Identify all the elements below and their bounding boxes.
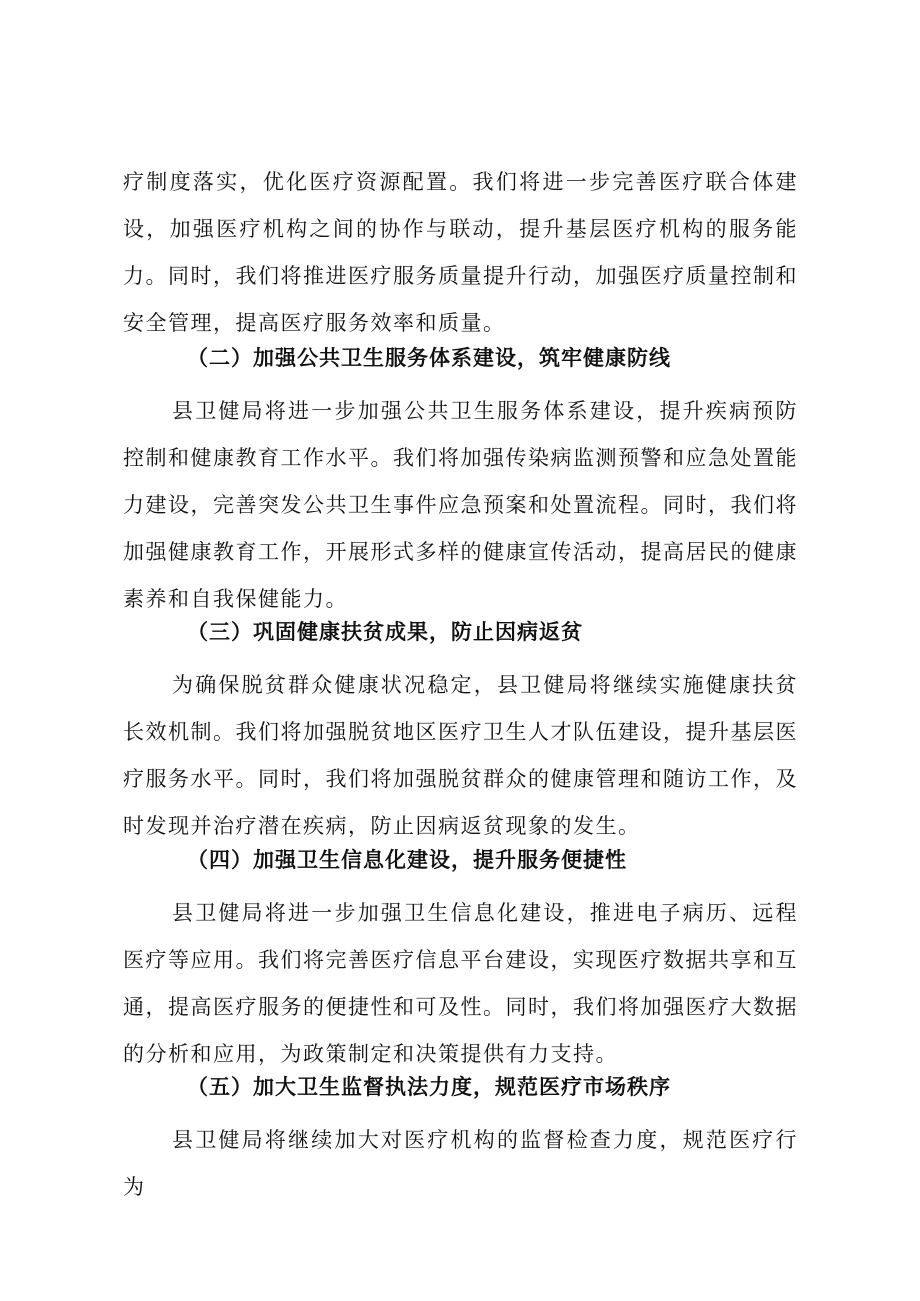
paragraph-4 [123, 890, 798, 1078]
section-heading-2: （二）加强公共卫生服务体系建设，筑牢健康防线 [187, 346, 671, 370]
section-heading-4: （四）加强卫生信息化建设，提升服务便捷性 [187, 848, 627, 872]
paragraph-1 [123, 159, 798, 347]
paragraph-3 [123, 662, 798, 850]
paragraph-text: 疗制度落实，优化医疗资源配置。我们将进一步完善医疗联合体建设，加强医疗机构之间的协作与联动，提升基层医疗机构的服务能力。同时，我们将推进医疗服务质量提升行动，加强医疗质量控制和安全管理，提高医疗服务效率和质量。 [123, 170, 798, 335]
paragraph-5 [123, 1117, 798, 1211]
section-heading-5: （五）加大卫生监督执法力度，规范医疗市场秩序 [187, 1075, 671, 1099]
paragraph-text: 县卫健局将进一步加强卫生信息化建设，推进电子病历、远程医疗等应用。我们将完善医疗信息平台建设，实现医疗数据共享和互通，提高医疗服务的便捷性和可及性。同时，我们将加强医疗大数据的分析和应用，为政策制定和决策提供有力支持。 [123, 901, 798, 1066]
paragraph-text: 县卫健局将进一步加强公共卫生服务体系建设，提升疾病预防控制和健康教育工作水平。我们将加强传染病监测预警和应急处置能力建设，完善突发公共卫生事件应急预案和处置流程。同时，我们将加强健康教育工作，开展形式多样的健康宣传活动，提高居民的健康素养和自我保健能力。 [123, 399, 798, 611]
section-heading-3: （三）巩固健康扶贫成果，防止因病返贫 [187, 620, 583, 644]
paragraph-2 [123, 388, 798, 623]
paragraph-text: 县卫健局将继续加大对医疗机构的监督检查力度，规范医疗行为 [123, 1128, 798, 1199]
paragraph-text: 为确保脱贫群众健康状况稳定，县卫健局将继续实施健康扶贫长效机制。我们将加强脱贫地区医疗卫生人才队伍建设，提升基层医疗服务水平。同时，我们将加强脱贫群众的健康管理和随访工作，及时发现并治疗潜在疾病，防止因病返贫现象的发生。 [123, 673, 798, 838]
